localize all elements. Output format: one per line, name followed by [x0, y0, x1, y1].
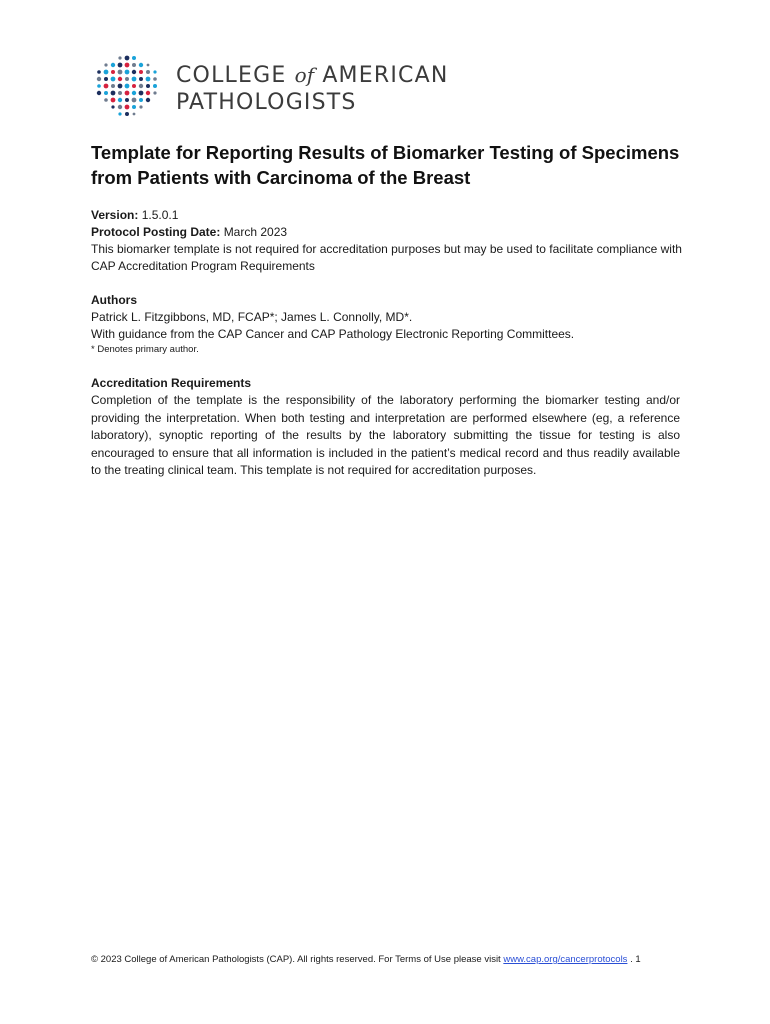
logo-word-college: COLLEGE — [176, 63, 287, 88]
authors-guidance: With guidance from the CAP Cancer and CAP Pathology Electronic Reporting Committees. — [91, 327, 575, 341]
logo-word-of: of — [294, 63, 315, 87]
accreditation-section — [91, 375, 680, 480]
version-line — [91, 207, 691, 224]
posting-date-line — [91, 224, 691, 241]
cap-dot-mark-icon — [94, 54, 160, 120]
authors-section — [91, 292, 691, 357]
document-title: Template for Reporting Results of Biomarker Testing of Specimens from Patients with Carcinoma of the Breast — [91, 142, 680, 188]
document-meta — [91, 207, 691, 275]
authors-footnote: * Denotes primary author. — [91, 344, 199, 355]
logo-line-2: PATHOLOGISTS — [176, 90, 357, 115]
logo-line-1 — [176, 62, 449, 89]
footer-copyright: © 2023 College of American Pathologists (CAP). All rights reserved. For Terms of Use please visit — [91, 954, 501, 965]
posting-date-label: Protocol Posting Date: — [91, 225, 221, 239]
authors-heading: Authors — [91, 293, 137, 307]
page-footer — [91, 953, 691, 967]
logo-word-american: AMERICAN — [322, 63, 449, 88]
accreditation-body: Completion of the template is the responsibility of the laboratory performing the biomarker testing and/or providing the interpretation. When both testing and interpretation are performed elsewhere (eg, a reference laboratory), synoptic reporting of the results by the laboratory submitting the tissue for testing is also encouraged to ensure that all information is included in the patient’s medical record and thus readily available to the treating clinical team. This template is not required for accreditation purposes. — [91, 393, 680, 477]
logo-wordmark — [176, 62, 449, 116]
posting-date-value: March 2023 — [223, 225, 288, 239]
cancer-protocols-link[interactable]: www.cap.org/cancerprotocols — [503, 954, 628, 965]
template-note: This biomarker template is not required for accreditation purposes but may be used to facilitate compliance with CAP Accreditation Program Requirements — [91, 242, 682, 273]
version-value: 1.5.0.1 — [141, 208, 179, 222]
cap-logo — [94, 54, 474, 120]
authors-names: Patrick L. Fitzgibbons, MD, FCAP*; James L. Connolly, MD*. — [91, 310, 413, 324]
accreditation-heading: Accreditation Requirements — [91, 376, 252, 390]
version-label: Version: — [91, 208, 139, 222]
page-number: . 1 — [630, 954, 641, 965]
